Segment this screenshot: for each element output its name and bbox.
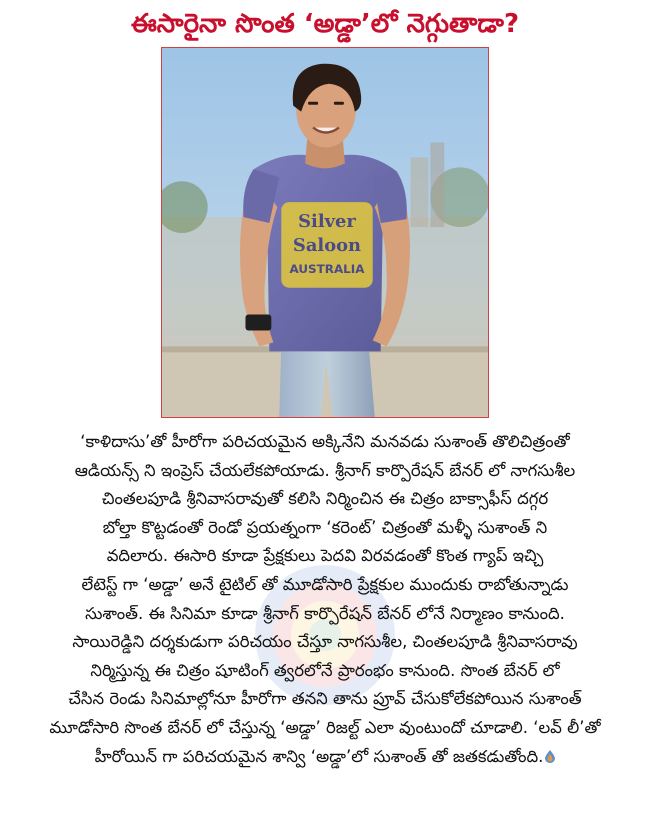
actor-portrait-image [162,48,488,417]
article-photo [161,47,489,418]
article-line: మూడోసారి సొంత బేనర్ లో చేస్తున్న ‘అడ్డా’ రిజల్ట్ ఎలా వుంటుందో చూడాలి. ‘లవ్ లీ’తో [49,717,601,737]
article-headline: ఈసారైనా సొంత ‘అడ్డా’లో నెగ్గుతాడా? [130,9,520,39]
article-line: ఆడియన్స్ ని ఇంప్రెస్ చేయలేకపోయాడు. శ్రీనాగ్ కార్పొరేషన్ బేనర్ లో నాగసుశీల [74,460,576,480]
article-line: సాయిరెడ్డిని దర్శకుడుగా పరిచయం చేస్తూ నాగసుశీల, చింతలపూడి శ్రీనివాసరావు [72,632,578,652]
article-line: లేటెస్ట్ గా ‘అడ్డా’ అనే టైటిల్ తో మూడోసారి ప్రేక్షకుల ముందుకు రాబోతున్నాడు [81,574,569,594]
end-mark-icon [545,750,555,763]
article-line: సుశాంత్. ఈ సినిమా కూడా శ్రీనాగ్ కార్పొరేషన్ బేనర్ లోనే నిర్మాణం కానుంది. [85,603,565,623]
article-line: హీరోయిన్ గా పరిచయమైన శాన్వి ‘అడ్డా’లో సుశాంత్ తో జతకడుతోంది. [94,746,544,766]
article-line: చింతలపూడి శ్రీనివాసరావుతో కలిసి నిర్మించిన ఈ చిత్రం బాక్సాఫీస్ దగ్గర [101,489,549,509]
article-body [14,428,636,771]
article-line: చేసిన రెండు సినిమాల్లోనూ హీరోగా తనని తాను ప్రూవ్ చేసుకోలేకపోయిన సుశాంత్ [68,689,582,709]
article-line: నిర్మిస్తున్న ఈ చిత్రం షూటింగ్ త్వరలోనే ప్రారంభం కానుంది. సొంత బేనర్ లో [90,660,560,680]
shirt-print-line-3: AUSTRALIA [289,261,365,276]
article-line: వదిలారు. ఈసారి కూడా ప్రేక్షకులు పెదవి విరవడంతో కొంత గ్యాప్ ఇచ్చి [106,546,544,566]
article-line: బోల్తా కొట్టడంతో రెండో ప్రయత్నంగా ‘కరెంట్’ చిత్రంతో మళ్ళీ సుశాంత్ ని [102,517,548,537]
shirt-print-line-2: Saloon [292,234,362,256]
article-last-line [14,743,636,772]
shirt-print-line-1: Silver [298,211,356,233]
article-line: ‘కాళిదాసు’తో హీరోగా పరిచయమైన అక్కినేని మనవడు సుశాంత్ తొలిచిత్రంతో [80,432,570,451]
